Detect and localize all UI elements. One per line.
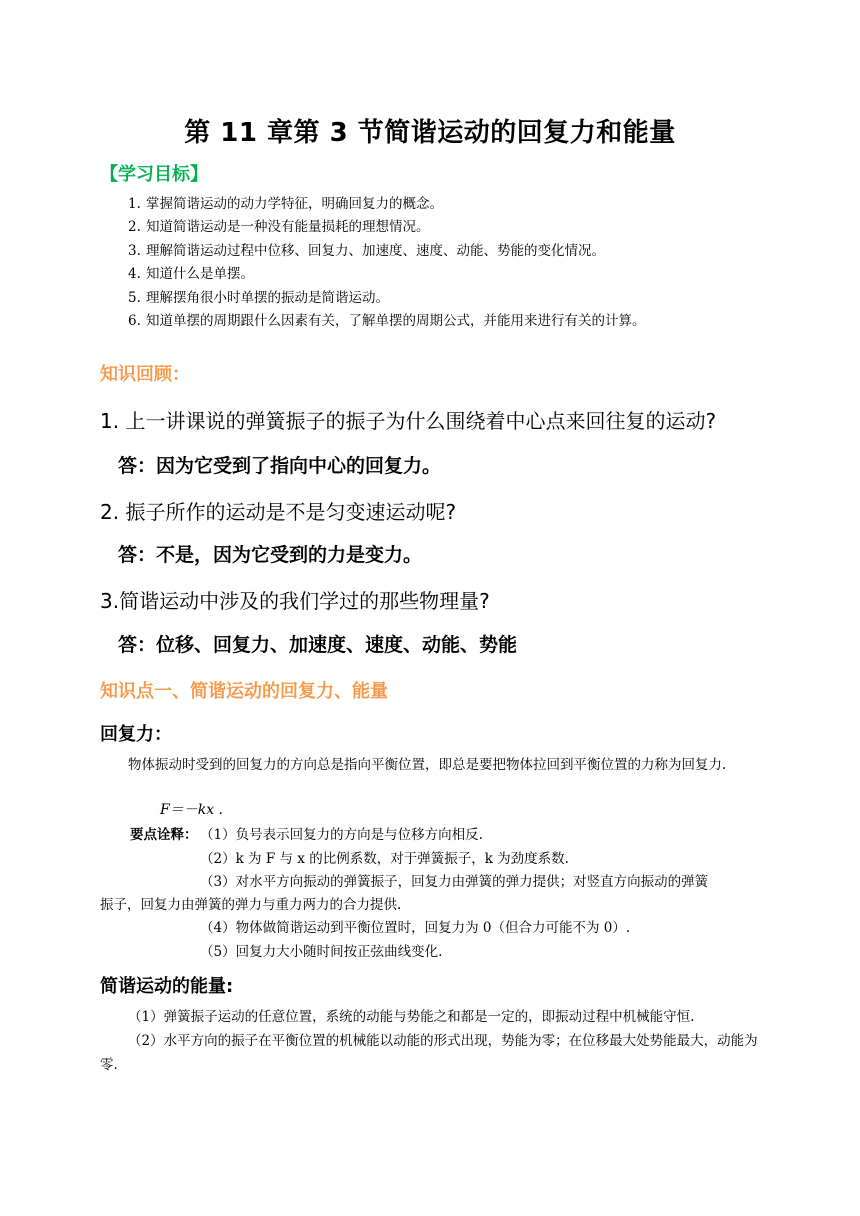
review-question-2: 2. 振子所作的运动是不是匀变速运动呢? [100, 500, 457, 524]
list-item: 1. 掌握简谐运动的动力学特征，明确回复力的概念。 [128, 196, 443, 212]
review-question-3: 3.简谐运动中涉及的我们学过的那些物理量? [100, 589, 490, 613]
energy-paragraph-1: （1）弹簧振子运动的任意位置，系统的动能与势能之和都是一定的，即振动过程中机械能守恒. [128, 1009, 695, 1025]
note-line: 振子，回复力由弹簧的弹力与重力两力的合力提供. [100, 897, 402, 913]
review-answer-1: 答：因为它受到了指向中心的回复力。 [118, 455, 442, 477]
note-line: （2）k 为 F 与 x 的比例系数，对于弹簧振子，k 为劲度系数. [200, 851, 569, 867]
learning-goals-list [128, 193, 646, 333]
review-heading: 知识回顾： [100, 364, 190, 385]
note-line: （1）负号表示回复力的方向是与位移方向相反. [200, 827, 483, 843]
list-item: 2. 知道简谐运动是一种没有能量损耗的理想情况。 [128, 219, 430, 236]
restoring-force-paragraph: 物体振动时受到的回复力的方向总是指向平衡位置，即总是要把物体拉回到平衡位置的力称为回复力. [128, 757, 727, 773]
note-line: （3）对水平方向振动的弹簧振子，回复力由弹簧的弹力提供；对竖直方向振动的弹簧 [200, 874, 709, 890]
knowledge-point-heading: 知识点一、简谐运动的回复力、能量 [100, 681, 388, 702]
energy-paragraph-2: （2）水平方向的振子在平衡位置的机械能以动能的形式出现，势能为零；在位移最大处势能最大，动能为零. [100, 1033, 758, 1073]
note-line: （4）物体做简谐运动到平衡位置时，回复力为 0（但合力可能不为 0）. [200, 920, 631, 936]
page-title: 第 11 章第 3 节简谐运动的回复力和能量 [184, 118, 676, 148]
notes-label: 要点诠释： [130, 827, 198, 843]
formula: F＝－kx . [160, 802, 223, 818]
list-item: 3. 理解简谐运动过程中位移、回复力、加速度、速度、动能、势能的变化情况。 [128, 242, 605, 259]
review-question-1: 1. 上一讲课说的弹簧振子的振子为什么围绕着中心点来回往复的运动? [100, 409, 717, 433]
review-answer-3: 答：位移、回复力、加速度、速度、动能、势能 [118, 634, 518, 656]
restoring-force-heading: 回复力： [100, 724, 172, 745]
note-line: （5）回复力大小随时间按正弦曲线变化. [200, 944, 443, 960]
energy-heading: 简谐运动的能量: [100, 976, 234, 997]
learning-goals-heading: 【学习目标】 [100, 164, 208, 185]
list-item: 5. 理解摆角很小时单摆的振动是简谐运动。 [128, 289, 389, 306]
review-answer-2: 答：不是，因为它受到的力是变力。 [118, 544, 423, 566]
list-item: 6. 知道单摆的周期跟什么因素有关，了解单摆的周期公式，并能用来进行有关的计算。 [128, 312, 646, 329]
list-item: 4. 知道什么是单摆。 [128, 266, 254, 283]
